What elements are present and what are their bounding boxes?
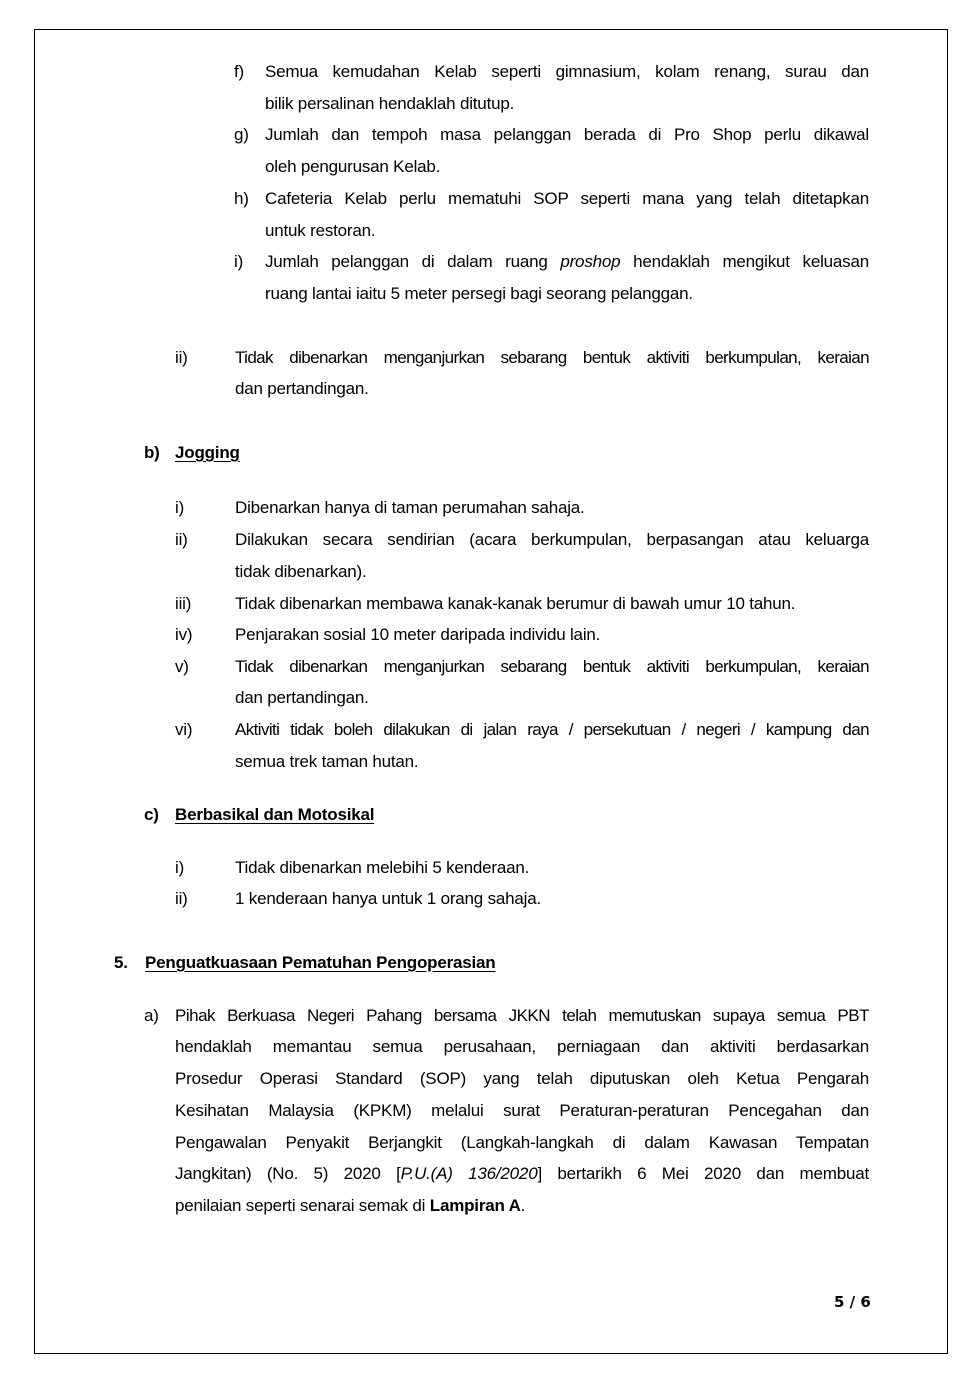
section-marker: b) <box>144 443 160 462</box>
page-border <box>34 29 948 1354</box>
legal-citation: P.U.(A) 136/2020 <box>400 1164 538 1183</box>
section-title-jogging: Jogging <box>175 443 240 462</box>
item-text: Aktiviti tidak boleh dilakukan di jalan raya / persekutuan / negeri / kampung dan <box>235 720 869 739</box>
item-marker: i) <box>175 858 185 877</box>
para-line: hendaklah memantau semua perusahaan, perniagaan dan aktiviti berdasarkan <box>175 1037 869 1056</box>
item-text: Tidak dibenarkan menganjurkan sebarang bentuk aktiviti berkumpulan, keraian <box>235 657 869 676</box>
item-marker: ii) <box>175 889 188 908</box>
item-text: Penjarakan sosial 10 meter daripada individu lain. <box>235 625 601 644</box>
text-run: Jangkitan) (No. 5) 2020 [ <box>175 1164 401 1183</box>
item-text: Tidak dibenarkan membawa kanak-kanak berumur di bawah umur 10 tahun. <box>235 594 796 613</box>
section-title-enforcement: Penguatkuasaan Pematuhan Pengoperasian <box>145 953 496 972</box>
item-text: ruang lantai iaitu 5 meter persegi bagi seorang pelanggan. <box>265 284 693 303</box>
item-marker: iii) <box>175 594 192 613</box>
item-text: Tidak dibenarkan menganjurkan sebarang bentuk aktiviti berkumpulan, keraian <box>235 348 869 367</box>
item-marker: a) <box>144 1006 159 1025</box>
item-text: semua trek taman hutan. <box>235 752 419 771</box>
item-marker: f) <box>234 62 244 81</box>
para-line <box>175 1196 525 1216</box>
section-marker: c) <box>144 805 159 824</box>
item-text: oleh pengurusan Kelab. <box>265 157 441 176</box>
item-marker: v) <box>175 657 189 676</box>
item-text: Dilakukan secara sendirian (acara berkumpulan, berpasangan atau keluarga <box>235 530 869 549</box>
item-text: Jumlah dan tempoh masa pelanggan berada di Pro Shop perlu dikawal <box>265 125 869 144</box>
item-text: dan pertandingan. <box>235 688 369 707</box>
item-text: Cafeteria Kelab perlu mematuhi SOP seperti mana yang telah ditetapkan <box>265 189 869 208</box>
item-text: Dibenarkan hanya di taman perumahan sahaja. <box>235 498 585 517</box>
item-marker: iv) <box>175 625 193 644</box>
item-text: bilik persalinan hendaklah ditutup. <box>265 94 515 113</box>
item-marker: g) <box>234 125 249 144</box>
item-text: Semua kemudahan Kelab seperti gimnasium, kolam renang, surau dan <box>265 62 869 81</box>
page-number: 5 / 6 <box>834 1293 871 1311</box>
section-title-cycling: Berbasikal dan Motosikal <box>175 805 375 824</box>
item-marker: i) <box>234 252 244 271</box>
para-line: Kesihatan Malaysia (KPKM) melalui surat Peraturan-peraturan Pencegahan dan <box>175 1101 869 1120</box>
item-marker: i) <box>175 498 185 517</box>
para-line: Prosedur Operasi Standard (SOP) yang telah diputuskan oleh Ketua Pengarah <box>175 1069 869 1088</box>
item-marker: h) <box>234 189 249 208</box>
item-text: Tidak dibenarkan melebihi 5 kenderaan. <box>235 858 530 877</box>
item-marker: vi) <box>175 720 193 739</box>
appendix-reference: Lampiran A <box>429 1196 521 1215</box>
para-line <box>175 1164 869 1184</box>
text-run: . <box>520 1196 526 1215</box>
text-run: Jumlah pelanggan di dalam ruang <box>265 252 561 271</box>
item-text: 1 kenderaan hanya untuk 1 orang sahaja. <box>235 889 541 908</box>
item-text: tidak dibenarkan). <box>235 562 367 581</box>
item-text: untuk restoran. <box>265 221 376 240</box>
section-number: 5. <box>114 953 128 972</box>
para-line: Pihak Berkuasa Negeri Pahang bersama JKKN telah memutuskan supaya semua PBT <box>175 1006 869 1025</box>
para-line: Pengawalan Penyakit Berjangkit (Langkah-langkah di dalam Kawasan Tempatan <box>175 1133 869 1152</box>
item-text <box>265 252 869 272</box>
item-marker: ii) <box>175 530 188 549</box>
italic-term: proshop <box>560 252 621 271</box>
item-text: dan pertandingan. <box>235 379 369 398</box>
item-marker: ii) <box>175 348 188 367</box>
text-run: penilaian seperti senarai semak di <box>175 1196 430 1215</box>
text-run: ] bertarikh 6 Mei 2020 dan membuat <box>537 1164 869 1183</box>
text-run: hendaklah mengikut keluasan <box>620 252 869 271</box>
